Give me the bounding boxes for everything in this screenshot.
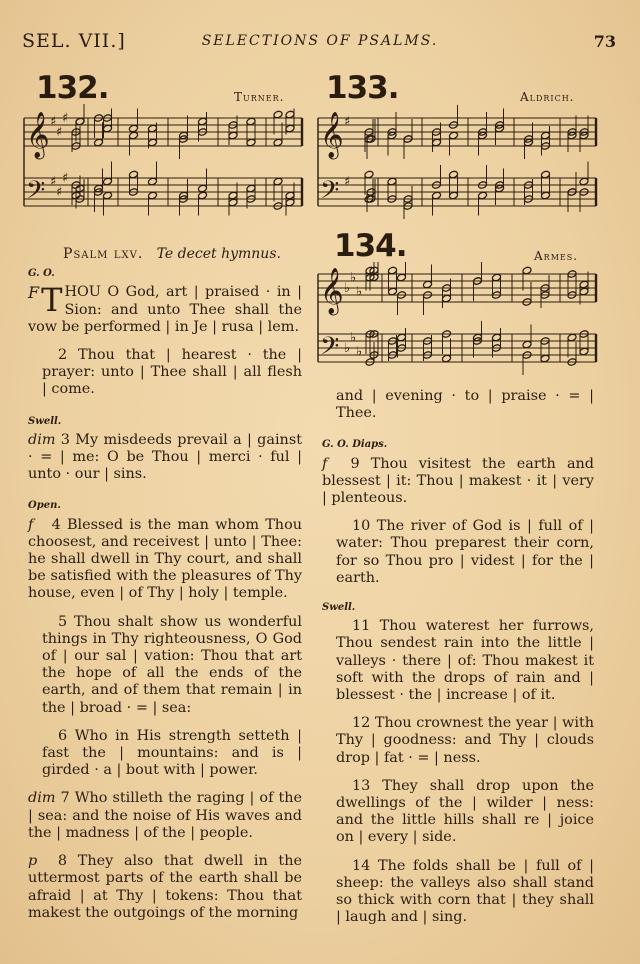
verse-3-text: 3 My misdeeds prevail a | gainst · = | me: O be Thou | merci · ful | unto · our | sins. — [28, 431, 302, 483]
note-head-icon — [198, 117, 208, 126]
note-head-icon — [148, 124, 158, 133]
note-head-icon — [198, 184, 208, 193]
verse-12: 12 Thou crownest the year | with Thy | goodness: and Thy | clouds drop | fat · = | ness. — [336, 715, 594, 766]
section-label: SEL. VII.] — [22, 30, 126, 52]
note-head-icon — [273, 177, 283, 186]
note-head-icon — [103, 191, 113, 200]
verse-6: 6 Who in His strength setteth | fast the | mountains: and is | girded · a | bout with | power. — [42, 727, 302, 779]
note-head-icon — [423, 280, 433, 289]
key-signature-icon: ♯ — [50, 174, 57, 190]
note-head-icon — [541, 170, 551, 179]
verse-9-text: 9 Thou visitest the earth and blessest | it: Thou | makest · it | very | plenteous. — [322, 455, 595, 507]
note-head-icon — [579, 280, 589, 289]
note-head-icon — [285, 124, 295, 133]
key-signature-icon: ♯ — [56, 125, 63, 140]
dynamic-dim: dim — [28, 790, 56, 807]
key-signature-icon: ♯ — [344, 174, 351, 190]
verse-7-text: 7 Who stilleth the raging | of the | sea: and the noise of His waves and the | madness | of the | people. — [28, 790, 303, 841]
verse-14: 14 The folds shall be | full of | sheep: the valleys also shall stand so thick with corn that | they shall | laugh and | sing. — [336, 857, 594, 926]
key-signature-icon: ♭ — [344, 281, 351, 296]
key-signature-icon: ♭ — [350, 330, 357, 346]
drop-cap: T — [41, 281, 63, 320]
note-head-icon — [541, 131, 551, 140]
note-head-icon — [129, 170, 139, 179]
verse-8 — [28, 853, 302, 922]
dynamic-f: f — [28, 516, 34, 533]
dynamic-f: f — [322, 455, 328, 472]
note-head-icon — [273, 138, 283, 147]
note-head-icon — [522, 266, 532, 275]
note-head-icon — [285, 110, 295, 119]
verse-1-text: HOU O God, art | praised · in | Sion: and unto Thee shall the vow be performed | in Je | rusa | lem. — [28, 284, 302, 335]
note-head-icon — [579, 287, 589, 296]
note-head-icon — [246, 184, 256, 193]
note-head-icon — [397, 273, 407, 282]
verse-1 — [28, 281, 302, 336]
tune-number-132: 132. — [36, 70, 109, 106]
note-head-icon — [148, 191, 158, 200]
note-head-icon — [285, 191, 295, 200]
treble-clef-icon: 𝄞 — [26, 112, 50, 158]
bass-clef-icon: 𝄢 — [320, 332, 340, 367]
registration-swell: Swell. — [28, 415, 62, 427]
note-head-icon — [449, 131, 459, 140]
bass-clef-icon: 𝄢 — [320, 176, 340, 211]
note-head-icon — [449, 170, 459, 179]
verse-4 — [28, 517, 302, 603]
note-head-icon — [75, 117, 85, 126]
note-head-icon — [273, 110, 283, 119]
key-signature-icon: ♯ — [50, 114, 57, 130]
psalm-latin-title: Te decet hymnus. — [156, 246, 281, 262]
key-signature-icon: ♯ — [62, 171, 69, 186]
music-score-132 — [22, 104, 304, 234]
registration-go: G. O. — [28, 268, 55, 280]
verse-13: 13 They shall drop upon the dwellings of the | wilder | ness: and the little hills shall re | joice on | every | side. — [336, 777, 594, 846]
note-head-icon — [246, 117, 256, 126]
verse-8-text: 8 They also that dwell in the uttermost parts of the earth shall be afraid | at Thy | tokens: Thou that makest the outgoings of the morning — [28, 853, 302, 921]
registration-swell: Swell. — [322, 602, 356, 614]
note-head-icon — [449, 191, 459, 200]
left-column — [28, 246, 303, 922]
tune-name-132: Turner. — [234, 90, 285, 104]
note-head-icon — [567, 333, 577, 342]
note-head-icon — [228, 131, 238, 140]
registration-open: Open. — [28, 500, 61, 512]
note-head-icon — [579, 347, 589, 356]
tune-number-134: 134. — [334, 228, 407, 264]
key-signature-icon: ♯ — [62, 111, 69, 126]
verse-5: 5 Thou shalt show us wonderful things in Thy righteousness, O God of | our sal | vation: Thou that art the hope of all the ends of the earth, and of them that remain | in the | broad · = | sea: — [42, 613, 302, 716]
verse-11: 11 Thou waterest her furrows, Thou sendest rain into the little | valleys · there | of: Thou makest it soft with the drops of rain and | blessest · the | increase | of it. — [336, 618, 594, 704]
tune-number-133: 133. — [326, 70, 399, 106]
page-number: 73 — [593, 32, 616, 51]
key-signature-icon: ♯ — [56, 185, 63, 200]
tune-name-133: Aldrich. — [520, 90, 575, 104]
music-score-133 — [316, 104, 598, 234]
note-head-icon — [94, 138, 104, 147]
note-head-icon — [492, 333, 502, 342]
key-signature-icon: ♭ — [350, 270, 357, 286]
note-head-icon — [246, 138, 256, 147]
verse-10: 10 The river of God is | full of | water: Thou preparest their corn, for so Thou pro | videst | for the | earth. — [336, 518, 594, 586]
note-head-icon — [129, 124, 139, 133]
dynamic-f: F — [28, 283, 40, 303]
key-signature-icon: ♭ — [356, 284, 363, 300]
note-head-icon — [198, 191, 208, 200]
key-signature-icon: ♭ — [344, 341, 351, 356]
treble-clef-icon: 𝄞 — [320, 112, 344, 158]
note-head-icon — [540, 354, 550, 363]
treble-clef-icon: 𝄞 — [320, 268, 344, 314]
note-head-icon — [388, 287, 398, 296]
note-head-icon — [442, 294, 452, 303]
verse-3 — [28, 432, 302, 484]
note-head-icon — [478, 191, 488, 200]
note-head-icon — [103, 124, 113, 133]
note-head-icon — [387, 177, 397, 186]
note-head-icon — [148, 138, 158, 147]
note-head-icon — [432, 191, 442, 200]
note-head-icon — [397, 333, 407, 342]
page-header — [22, 30, 618, 54]
key-signature-icon: ♯ — [344, 114, 351, 130]
note-head-icon — [364, 170, 374, 179]
verse-4-text: 4 Blessed is the man whom Thou choosest, and receivest | unto | Thee: he shall dwell in Thy court, and shall be satisfied with the pleasures of Thy house, even | of Thy | holy | temple. — [28, 516, 302, 602]
note-head-icon — [579, 177, 589, 186]
note-head-icon — [228, 198, 238, 207]
psalm-heading — [42, 246, 302, 263]
verse-8-continuation: and | evening · to | praise · = | Thee. — [336, 388, 594, 422]
key-signature-icon: ♭ — [356, 344, 363, 360]
note-head-icon — [228, 191, 238, 200]
registration-go-diaps: G. O. Diaps. — [322, 439, 388, 451]
note-head-icon — [285, 198, 295, 207]
note-head-icon — [129, 131, 139, 140]
note-head-icon — [388, 266, 398, 275]
note-head-icon — [541, 191, 551, 200]
running-title: SELECTIONS OF PSALMS. — [201, 33, 439, 49]
note-head-icon — [148, 177, 158, 186]
verse-7 — [28, 790, 302, 842]
note-head-icon — [442, 354, 452, 363]
dynamic-p: p — [28, 853, 38, 870]
tune-name-134: Armes. — [534, 249, 579, 263]
verse-2: 2 Thou that | hearest · the | prayer: unto | Thee shall | all flesh | come. — [42, 347, 302, 398]
note-head-icon — [522, 340, 532, 349]
right-column — [322, 388, 595, 926]
verse-9 — [322, 456, 594, 508]
note-head-icon — [432, 138, 442, 147]
psalm-label: Psalm lxv. — [63, 246, 144, 262]
note-head-icon — [492, 273, 502, 282]
music-score-134 — [316, 262, 598, 388]
note-head-icon — [103, 177, 113, 186]
dynamic-dim: dim — [28, 431, 56, 448]
bass-clef-icon: 𝄢 — [26, 176, 46, 211]
